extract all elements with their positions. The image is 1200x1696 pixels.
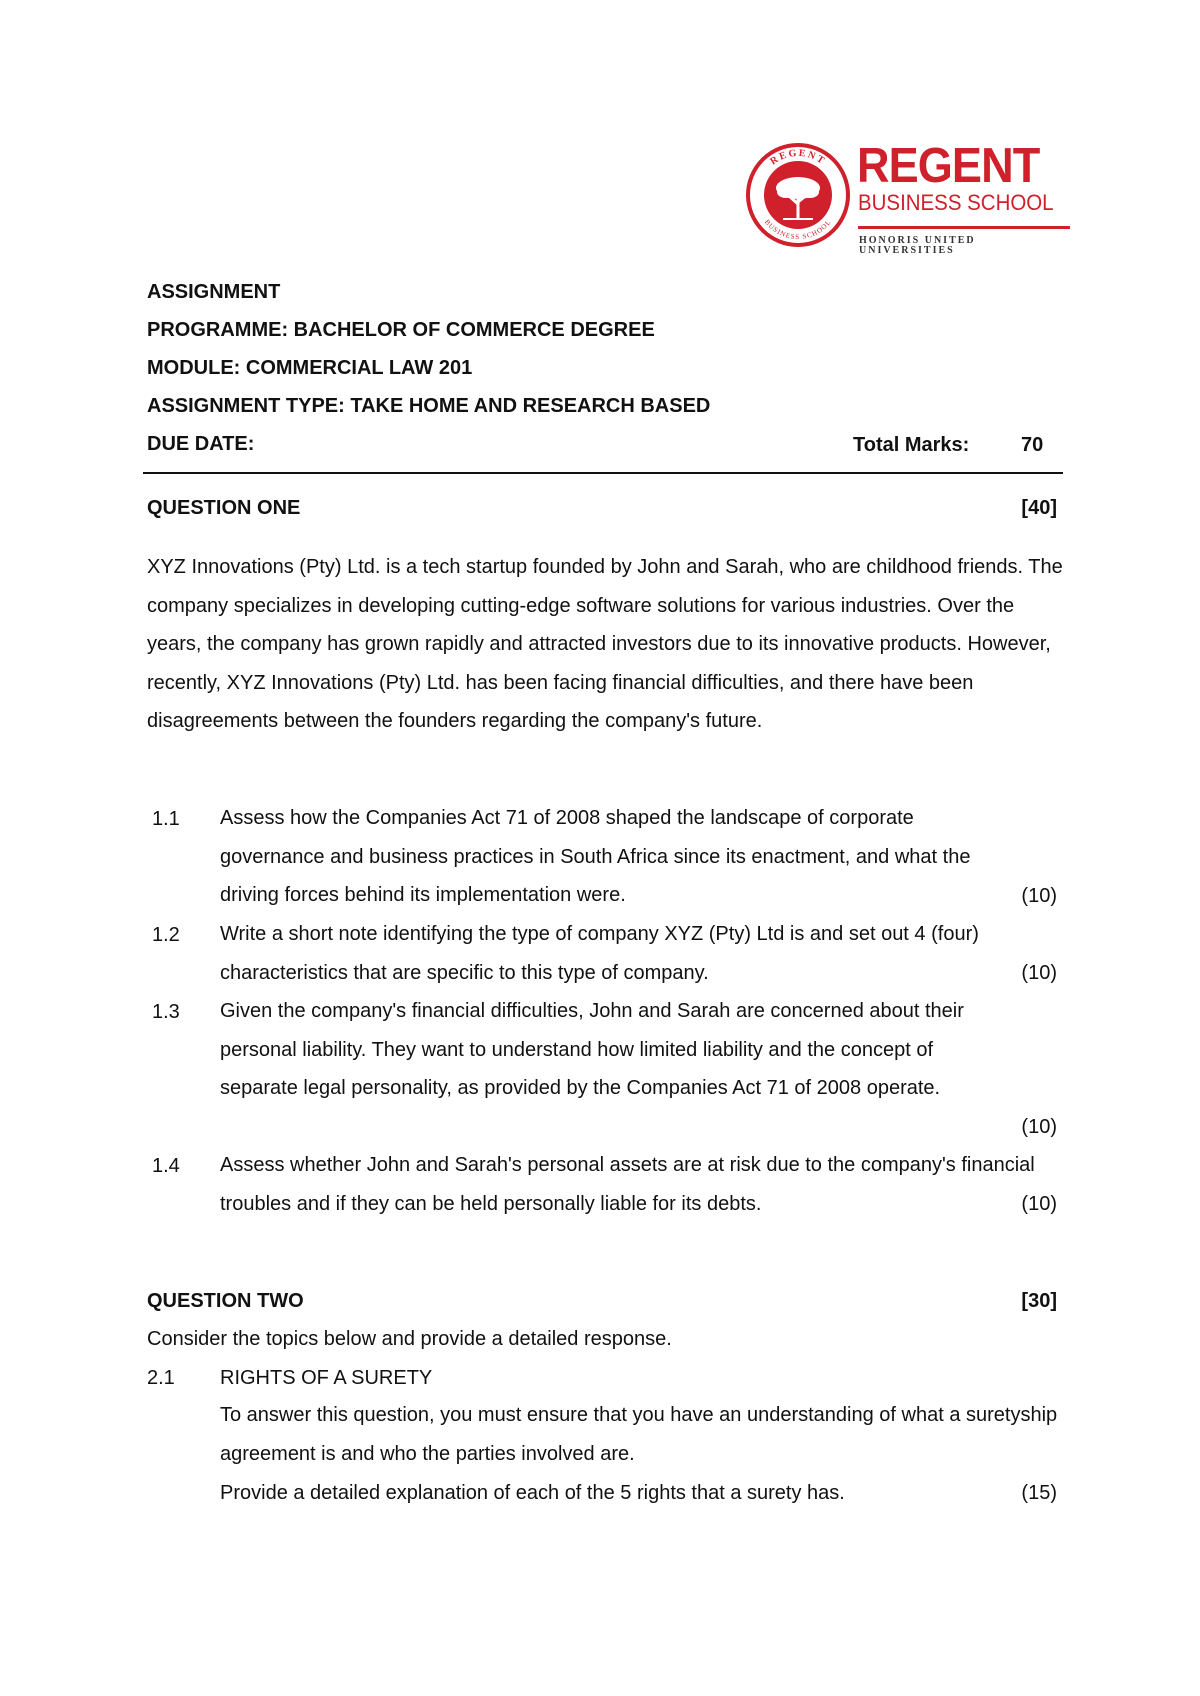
assignment-type-line: ASSIGNMENT TYPE: TAKE HOME AND RESEARCH BASED [147,395,711,417]
brand-rule [858,226,1070,229]
module-line: MODULE: COMMERCIAL LAW 201 [147,357,473,379]
regent-seal-icon [745,142,851,248]
item-text: Write a short note identifying the type of company XYZ (Pty) Ltd is and set out 4 (four) characteristics that are specific to this type of company. [220,923,979,984]
question-one-scenario: XYZ Innovations (Pty) Ltd. is a tech startup founded by John and Sarah, who are childhood friends. The company specializes in developing cutting-edge software solutions for various industries. Over the years, the company has grown rapidly and attracted investors due to its innovative products. However, recently, XYZ Innovations (Pty) Ltd. has been facing financial difficulties, and there have been disagreements between the founders regarding the company's future. [147,556,1063,732]
brand-name: REGENT [857,139,1040,193]
item-number: 1.2 [152,924,180,946]
seal-bottom-text: BUSINESS SCHOOL [762,218,834,242]
item-text: Given the company's financial difficulties, John and Sarah are concerned about their personal liability. They want to understand how limited liability and the concept of separate legal personality, as provided by the Companies Act 71 of 2008 operate. [220,1000,964,1099]
header-divider [143,472,1063,474]
item-instruction: Provide a detailed explanation of each of the 5 rights that a surety has. [220,1482,845,1504]
question-two-marks: [30] [1021,1290,1057,1312]
total-marks-value: 70 [1021,434,1044,456]
regent-logo [745,139,1075,256]
brand-tagline: HONORIS UNITED UNIVERSITIES [859,235,976,256]
item-marks: (10) [1021,1193,1057,1215]
programme-line: PROGRAMME: BACHELOR OF COMMERCE DEGREE [147,319,655,341]
due-date-line: DUE DATE: [147,433,255,455]
brand-subtitle: BUSINESS SCHOOL [858,190,1054,215]
item-number: 1.1 [152,808,180,830]
question-one-marks: [40] [1021,497,1057,519]
item-marks: (15) [1021,1482,1057,1504]
item-marks: (10) [1021,1116,1057,1138]
item-number: 1.4 [152,1155,180,1177]
question-two-heading: QUESTION TWO [147,1290,304,1312]
item-title: RIGHTS OF A SURETY [220,1367,433,1389]
item-text: Assess how the Companies Act 71 of 2008 shaped the landscape of corporate governance and business practices in South Africa since its enactment, and what the driving forces behind its implementation were. [220,807,971,906]
seal-top-text: REGENT [768,147,828,168]
item-marks: (10) [1021,885,1057,907]
item-text: To answer this question, you must ensure that you have an understanding of what a suretyship agreement is and who the parties involved are. [220,1404,1058,1465]
question-two-intro: Consider the topics below and provide a detailed response. [147,1328,672,1350]
total-marks-label: Total Marks: [853,434,970,456]
item-number: 1.3 [152,1001,180,1023]
item-text: Assess whether John and Sarah's personal assets are at risk due to the company's financial troubles and if they can be held personally liable for its debts. [220,1154,1035,1215]
item-number: 2.1 [147,1367,175,1389]
item-marks: (10) [1021,962,1057,984]
assignment-title: ASSIGNMENT [147,281,281,303]
question-one-heading: QUESTION ONE [147,497,301,519]
